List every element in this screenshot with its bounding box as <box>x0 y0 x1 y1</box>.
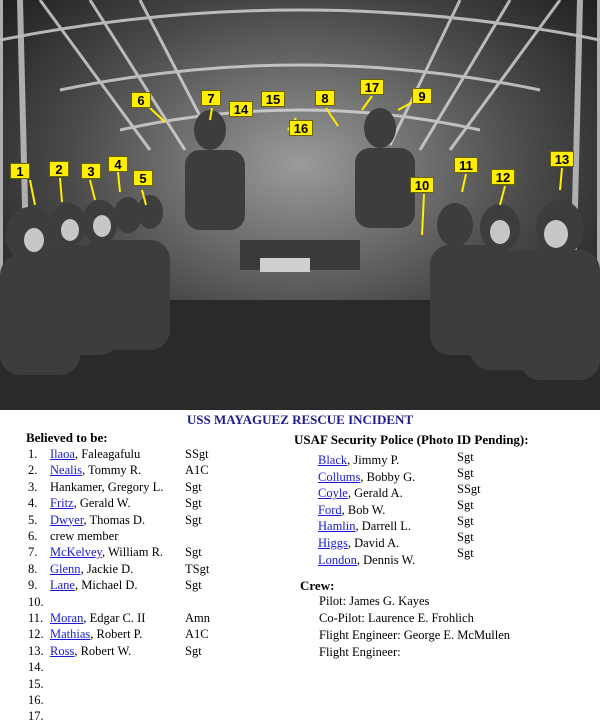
person-link[interactable]: Fritz <box>50 496 74 511</box>
list-item <box>28 561 133 577</box>
photo-marker-3: 3 <box>81 163 101 179</box>
photo-marker-10: 10 <box>410 177 434 193</box>
item-number: 2. <box>28 463 38 478</box>
person-link[interactable]: Moran <box>50 611 84 625</box>
police-item <box>318 485 403 501</box>
item-number: 6. <box>28 529 38 543</box>
person-name: , Bob W. <box>341 502 386 517</box>
photo-marker-16: 16 <box>289 120 313 136</box>
person-link[interactable]: London <box>318 552 357 567</box>
list-item <box>28 708 50 724</box>
rank-label: Sgt <box>185 545 202 560</box>
person-name: , David A. <box>347 536 400 550</box>
person-link[interactable]: Collums <box>318 469 361 484</box>
incident-caption: USS MAYAGUEZ RESCUE INCIDENT <box>186 412 414 427</box>
list-item <box>28 544 163 560</box>
person-link[interactable]: Nealis <box>50 463 82 478</box>
person-name: , Michael D. <box>74 578 138 593</box>
rank-label: Sgt <box>457 498 474 512</box>
rank-label: SSgt <box>185 447 209 461</box>
person-name: , Faleagafulu <box>74 447 141 461</box>
person-name: , Thomas D. <box>83 512 146 527</box>
police-item <box>318 552 415 568</box>
person-name: , William R. <box>101 545 164 560</box>
police-item <box>318 469 415 485</box>
person-name: , Gerald A. <box>347 486 403 501</box>
person-link[interactable]: Hamlin <box>318 519 356 534</box>
photo-marker-14: 14 <box>229 101 253 117</box>
item-number: 14. <box>28 660 44 675</box>
person-name: , Jimmy P. <box>347 453 400 467</box>
rank-label: A1C <box>185 627 209 642</box>
photo-marker-5: 5 <box>133 170 153 186</box>
item-number: 11. <box>28 611 44 625</box>
rank-label: Sgt <box>457 530 474 544</box>
photo-marker-4: 4 <box>108 156 128 172</box>
list-item <box>28 594 50 610</box>
person-name: , Edgar C. II <box>83 611 146 625</box>
believed-header: Believed to be: <box>26 430 108 445</box>
list-item <box>28 610 145 626</box>
crew-header: Crew: <box>300 578 335 593</box>
photo-marker-1: 1 <box>10 163 30 179</box>
item-number: 5. <box>28 512 38 527</box>
police-item <box>318 502 385 518</box>
item-number: 12. <box>28 627 44 642</box>
rank-label: Sgt <box>457 546 474 560</box>
item-number: 1. <box>28 447 38 461</box>
photo-marker-8: 8 <box>315 90 335 106</box>
person-name: , Gerald W. <box>73 496 131 511</box>
person-name: , Bobby G. <box>360 469 416 484</box>
police-header: USAF Security Police (Photo ID Pending): <box>294 432 529 447</box>
list-item <box>28 495 131 511</box>
rank-label: Sgt <box>457 514 474 528</box>
rank-label: SSgt <box>457 482 481 496</box>
person-link[interactable]: Ford <box>318 502 342 517</box>
photo-marker-13: 13 <box>550 151 574 167</box>
item-number: 15. <box>28 676 44 691</box>
person-link[interactable]: Ross <box>50 643 75 658</box>
item-number: 16. <box>28 693 44 707</box>
rank-label: Sgt <box>185 578 202 593</box>
list-item <box>28 676 50 692</box>
item-number: 10. <box>28 594 44 609</box>
rank-label: Sgt <box>185 496 202 511</box>
photo-marker-7: 7 <box>201 90 221 106</box>
person-name: , Robert W. <box>74 643 132 658</box>
list-item <box>28 643 131 659</box>
crew-item: Co-Pilot: Laurence E. Frohlich <box>319 611 474 625</box>
rank-label: Sgt <box>457 450 474 464</box>
person-name: crew member <box>50 529 119 543</box>
rank-label: Sgt <box>185 512 202 527</box>
person-link[interactable]: Higgs <box>318 536 348 550</box>
item-number: 17. <box>28 709 44 724</box>
item-number: 7. <box>28 545 38 560</box>
list-item <box>28 479 163 495</box>
crew-item: Pilot: James G. Kayes <box>319 594 430 608</box>
list-item <box>28 512 145 528</box>
list-item <box>28 462 141 478</box>
item-number: 8. <box>28 561 38 576</box>
police-item <box>318 452 399 468</box>
item-number: 13. <box>28 643 44 658</box>
list-item <box>28 528 118 544</box>
rank-label: A1C <box>185 463 209 478</box>
list-item <box>28 659 50 675</box>
list-item <box>28 692 50 708</box>
photo-marker-12: 12 <box>491 169 515 185</box>
list-item <box>28 626 142 642</box>
photo-marker-9: 9 <box>412 88 432 104</box>
photo-marker-2: 2 <box>49 161 69 177</box>
photo-marker-6: 6 <box>131 92 151 108</box>
rank-label: Sgt <box>457 466 474 480</box>
person-link[interactable]: Ilaoa <box>50 447 75 461</box>
item-number: 3. <box>28 479 38 494</box>
person-link[interactable]: Glenn <box>50 561 81 576</box>
rank-label: TSgt <box>185 561 210 576</box>
person-link[interactable]: Dwyer <box>50 512 84 527</box>
photo-marker-15: 15 <box>261 91 285 107</box>
person-link[interactable]: Mathias <box>50 627 91 642</box>
person-name: , Dennis W. <box>356 552 416 567</box>
person-link[interactable]: Black <box>318 453 348 467</box>
person-name: , Darrell L. <box>355 519 412 534</box>
list-item <box>28 577 137 593</box>
photo-marker-17: 17 <box>360 79 384 95</box>
person-name: , Tommy R. <box>81 463 142 478</box>
photo-marker-11: 11 <box>454 157 478 173</box>
person-name: Hankamer, Gregory L. <box>50 479 164 494</box>
rank-label: Sgt <box>185 479 202 494</box>
person-link[interactable]: Lane <box>50 578 75 593</box>
person-name: , Jackie D. <box>80 561 134 576</box>
police-item <box>318 518 411 534</box>
person-name: , Robert P. <box>90 627 143 642</box>
item-number: 4. <box>28 496 38 511</box>
crew-item: Flight Engineer: George E. McMullen <box>319 628 511 642</box>
person-link[interactable]: McKelvey <box>50 545 102 560</box>
item-number: 9. <box>28 578 38 593</box>
list-item <box>28 446 140 462</box>
person-link[interactable]: Coyle <box>318 486 348 501</box>
police-item <box>318 535 399 551</box>
rank-label: Amn <box>185 611 210 625</box>
crew-item: Flight Engineer: <box>319 645 401 659</box>
rank-label: Sgt <box>185 643 202 658</box>
